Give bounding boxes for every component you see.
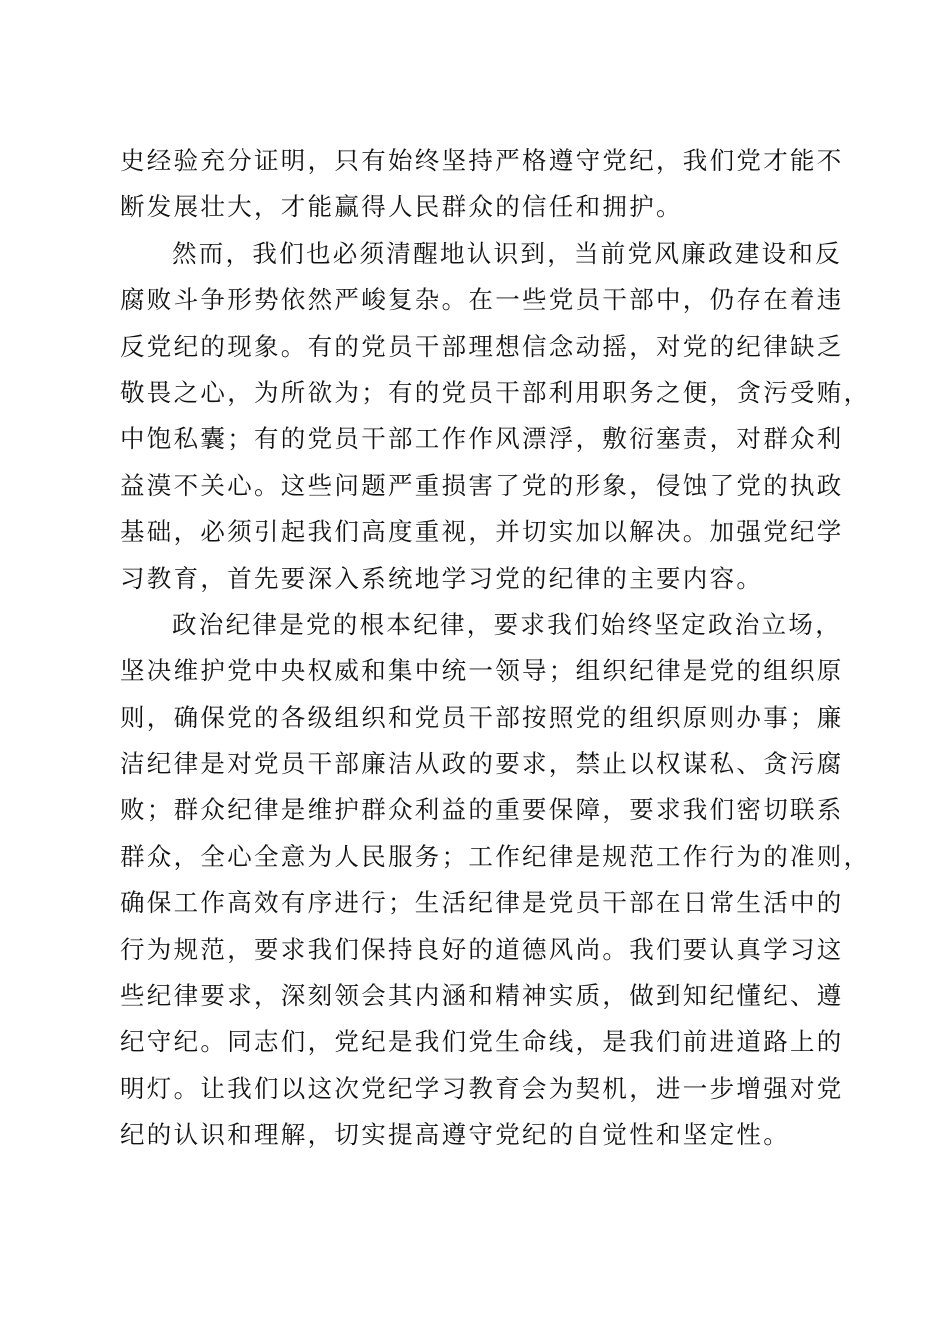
text-line: 然而，我们也必须清醒地认识到，当前党风廉政建设和反 xyxy=(172,238,842,268)
text-line: 明灯。让我们以这次党纪学习教育会为契机，进一步增强对党 xyxy=(120,1073,844,1103)
text-line: 断发展壮大，才能赢得人民群众的信任和拥护。 xyxy=(120,192,683,222)
text-line: 行为规范，要求我们保持良好的道德风尚。我们要认真学习这 xyxy=(120,934,844,964)
paragraph-2 xyxy=(120,231,871,602)
text-line: 则，确保党的各级组织和党员干部按照党的组织原则办事；廉 xyxy=(120,702,844,732)
text-line: 洁纪律是对党员干部廉洁从政的要求，禁止以权谋私、贪污腐 xyxy=(120,749,844,779)
text-line: 反党纪的现象。有的党员干部理想信念动摇，对党的纪律缺乏 xyxy=(120,331,844,361)
text-line: 坚决维护党中央权威和集中统一领导；组织纪律是党的组织原 xyxy=(120,656,844,686)
text-line: 基础，必须引起我们高度重视，并切实加以解决。加强党纪学 xyxy=(120,517,844,547)
text-line: 中饱私囊；有的党员干部工作作风漂浮，敷衍塞责，对群众利 xyxy=(120,424,844,454)
text-line: 敬畏之心，为所欲为；有的党员干部利用职务之便，贪污受贿， xyxy=(120,377,871,407)
text-line: 习教育，首先要深入系统地学习党的纪律的主要内容。 xyxy=(120,563,764,593)
text-line: 纪的认识和理解，切实提高遵守党纪的自觉性和坚定性。 xyxy=(120,1120,790,1150)
text-line: 纪守纪。同志们，党纪是我们党生命线，是我们前进道路上的 xyxy=(120,1027,844,1057)
text-line: 益漠不关心。这些问题严重损害了党的形象，侵蚀了党的执政 xyxy=(120,470,844,500)
text-line: 政治纪律是党的根本纪律，要求我们始终坚定政治立场， xyxy=(172,609,842,639)
text-line: 些纪律要求，深刻领会其内涵和精神实质，做到知纪懂纪、遵 xyxy=(120,981,844,1011)
text-line: 败；群众纪律是维护群众利益的重要保障，要求我们密切联系 xyxy=(120,795,844,825)
paragraph-3 xyxy=(120,602,871,1159)
paragraph-1 xyxy=(120,138,844,231)
text-line: 群众，全心全意为人民服务；工作纪律是规范工作行为的准则， xyxy=(120,841,871,871)
text-line: 史经验充分证明，只有始终坚持严格遵守党纪，我们党才能不 xyxy=(120,146,844,175)
text-line: 腐败斗争形势依然严峻复杂。在一些党员干部中，仍存在着违 xyxy=(120,285,844,315)
text-line: 确保工作高效有序进行；生活纪律是党员干部在日常生活中的 xyxy=(120,888,844,918)
document-body xyxy=(120,138,871,1159)
